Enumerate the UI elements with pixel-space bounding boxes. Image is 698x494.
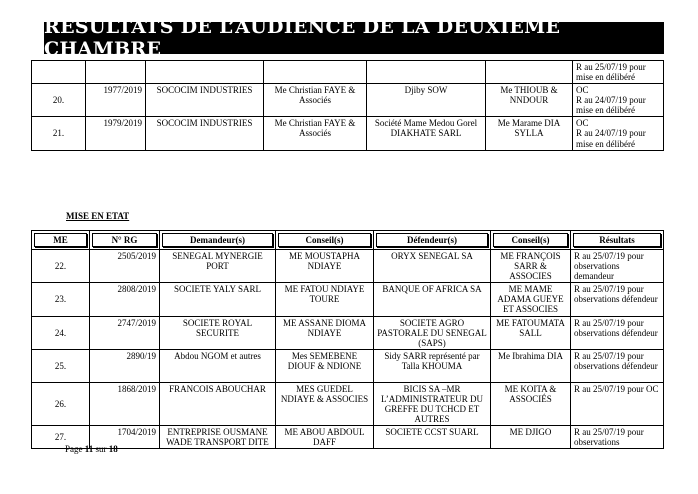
case-conseil-demandeur: ME ABOU ABDOUL DAFF [276, 426, 374, 449]
table-row [32, 349, 664, 382]
case-conseil-demandeur: MES GUEDEL NDIAYE & ASSOCIES [276, 382, 374, 425]
case-resultat: OC R au 24/07/19 pour mise en délibéré [573, 117, 664, 150]
case-resultat: R au 25/07/19 pour observations défendeur [571, 283, 664, 316]
case-conseil-demandeur: ME MOUSTAPHA NDIAYE [276, 250, 374, 283]
case-conseil-defendeur: Me Ibrahima DIA [491, 349, 571, 382]
case-conseil-defendeur: Me THIOUB & NNDOUR [486, 84, 573, 117]
page-total: 18 [108, 444, 118, 454]
case-rg: 2747/2019 [90, 316, 160, 349]
case-number: 24. [32, 316, 90, 349]
case-number: 21. [32, 117, 86, 150]
table-row [32, 250, 664, 283]
case-rg: 1868/2019 [90, 382, 160, 425]
case-conseil-demandeur: ME FATOU NDIAYE TOURE [276, 283, 374, 316]
case-demandeur: Abdou NGOM et autres [160, 349, 276, 382]
case-number: 27. [32, 426, 90, 449]
header-conseil-demandeur: Conseil(s) [276, 231, 374, 250]
header-rg: N° RG [90, 231, 160, 250]
results-table-top [31, 60, 664, 151]
case-demandeur: SENEGAL MYNERGIE PORT [160, 250, 276, 283]
table-row [32, 117, 664, 150]
table-row [32, 382, 664, 425]
case-conseil-defendeur: ME FATOUMATA SALL [491, 316, 571, 349]
case-number: 26. [32, 382, 90, 425]
case-number: 25. [32, 349, 90, 382]
case-demandeur: SOCIETE ROYAL SECURITE [160, 316, 276, 349]
case-conseil-defendeur [486, 61, 573, 84]
case-number: 22. [32, 250, 90, 283]
case-rg: 2890/19 [90, 349, 160, 382]
table-row [32, 61, 664, 84]
page-title-banner [44, 16, 664, 60]
case-demandeur: SOCOCIM INDUSTRIES [146, 84, 264, 117]
mise-en-etat-table [31, 230, 664, 449]
case-rg [86, 61, 146, 84]
case-number [32, 61, 86, 84]
case-defendeur: Société Mame Medou Gorel DIAKHATE SARL [367, 117, 486, 150]
case-defendeur: BICIS SA –MR L’ADMINISTRATEUR DU GREFFE DU TCHCD ET AUTRES [374, 382, 491, 425]
header-conseil-defendeur: Conseil(s) [491, 231, 571, 250]
case-resultat: R au 25/07/19 pour observations défendeur [571, 316, 664, 349]
case-resultat: R au 25/07/19 pour mise en délibéré [573, 61, 664, 84]
table-row [32, 84, 664, 117]
case-resultat: R au 25/07/19 pour OC [571, 382, 664, 425]
case-defendeur: BANQUE OF AFRICA SA [374, 283, 491, 316]
page-title: RESULTATS DE L’AUDIENCE DE LA DEUXIEME CHAMBRE [44, 16, 561, 60]
case-resultat: R au 25/07/19 pour observations défendeur [571, 349, 664, 382]
case-demandeur: SOCOCIM INDUSTRIES [146, 117, 264, 150]
case-conseil-demandeur: Mes SEMEBENE DIOUF & NDIONE [276, 349, 374, 382]
case-number: 20. [32, 84, 86, 117]
header-defendeur: Défendeur(s) [374, 231, 491, 250]
table-row [32, 426, 664, 449]
case-defendeur: ORYX SENEGAL SA [374, 250, 491, 283]
case-rg: 1979/2019 [86, 117, 146, 150]
case-conseil-defendeur: ME DJIGO [491, 426, 571, 449]
case-defendeur: SOCIETE CCST SUARL [374, 426, 491, 449]
case-resultat: R au 25/07/19 pour observations [571, 426, 664, 449]
case-rg: 1704/2019 [90, 426, 160, 449]
case-demandeur: SOCIETE YALY SARL [160, 283, 276, 316]
case-conseil-defendeur: ME MAME ADAMA GUEYE ET ASSOCIES [491, 283, 571, 316]
case-rg: 2505/2019 [90, 250, 160, 283]
section-title: MISE EN ETAT [66, 211, 130, 221]
case-conseil-defendeur: Me Marame DIA SYLLA [486, 117, 573, 150]
table-header-row [32, 231, 664, 250]
case-demandeur: FRANCOIS ABOUCHAR [160, 382, 276, 425]
case-rg: 1977/2019 [86, 84, 146, 117]
case-conseil-demandeur: Me Christian FAYE & Associés [264, 117, 367, 150]
case-resultat: R au 25/07/19 pour observations demandeur [571, 250, 664, 283]
case-conseil-defendeur: ME KOITA & ASSOCIÉS [491, 382, 571, 425]
case-number: 23. [32, 283, 90, 316]
case-conseil-demandeur: Me Christian FAYE & Associés [264, 84, 367, 117]
case-rg: 2808/2019 [90, 283, 160, 316]
case-defendeur: SOCIETE AGRO PASTORALE DU SENEGAL (SAPS) [374, 316, 491, 349]
case-demandeur [146, 61, 264, 84]
case-resultat: OC R au 24/07/19 pour mise en délibéré [573, 84, 664, 117]
header-me: ME [32, 231, 90, 250]
case-conseil-demandeur [264, 61, 367, 84]
table-row [32, 283, 664, 316]
table-row [32, 316, 664, 349]
case-defendeur [367, 61, 486, 84]
case-defendeur: Sidy SARR représenté par Talla KHOUMA [374, 349, 491, 382]
case-defendeur: Djiby SOW [367, 84, 486, 117]
page-footer: Page 11 sur 18 [65, 444, 118, 454]
page-number: 11 [84, 444, 94, 454]
case-conseil-defendeur: ME FRANÇOIS SARR & ASSOCIES [491, 250, 571, 283]
header-demandeur: Demandeur(s) [160, 231, 276, 250]
case-demandeur: ENTREPRISE OUSMANE WADE TRANSPORT DITE [160, 426, 276, 449]
case-conseil-demandeur: ME ASSANE DIOMA NDIAYE [276, 316, 374, 349]
header-resultats: Résultats [571, 231, 664, 250]
